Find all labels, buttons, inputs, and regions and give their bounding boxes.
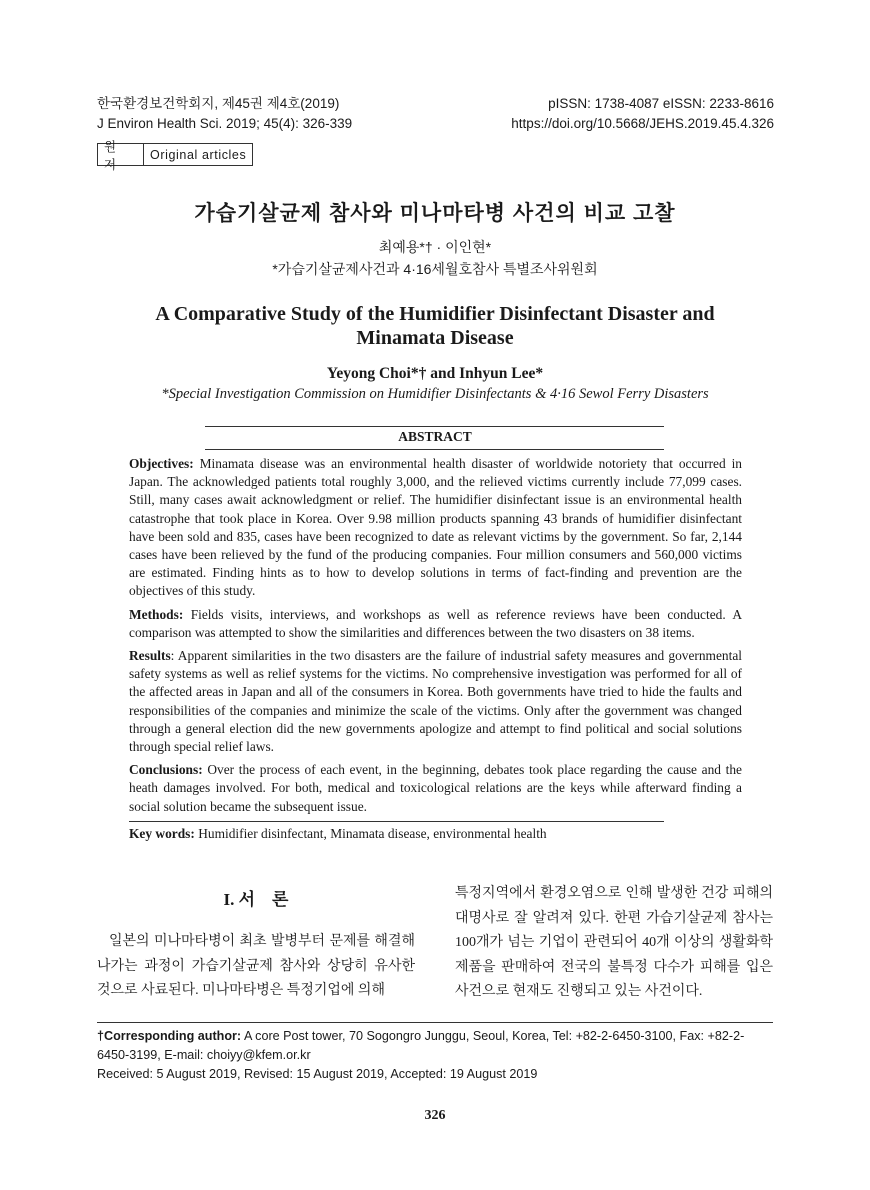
manuscript-dates: Received: 5 August 2019, Revised: 15 August 2019, Accepted: 19 August 2019 [97, 1067, 538, 1081]
keywords-text: Humidifier disinfectant, Minamata disease, environmental health [198, 826, 547, 841]
doi-link[interactable]: https://doi.org/10.5668/JEHS.2019.45.4.326 [511, 116, 774, 131]
journal-name-en: J Environ Health Sci. 2019; 45(4): 326-339 [97, 116, 353, 131]
abstract-results [129, 647, 742, 756]
section-title: I. 서 론 [223, 890, 289, 909]
conclusions-label: Conclusions: [129, 762, 203, 778]
corresponding-author-label: †Corresponding author: [97, 1029, 242, 1043]
corresponding-author [97, 1027, 773, 1065]
affiliation-en: *Special Investigation Commission on Humidifier Disinfectants & 4·16 Sewol Ferry Disasters [161, 386, 709, 402]
methods-label: Methods: [129, 606, 184, 622]
abstract-bottom-rule [129, 821, 664, 822]
abstract-top-rule [205, 426, 664, 427]
footnote-rule [97, 1022, 773, 1023]
journal-name-ko: 한국환경보건학회지, 제45권 제4호(2019) [97, 96, 340, 111]
footnote [97, 1027, 773, 1084]
objectives-text: Minamata disease was an environmental health disaster of worldwide notoriety that occurred in Japan. The acknowledged patients total roughly 3,000, and the relieved victims currently include 77,099 cases. Still, many cases await acknowledgment or relief. The humidifier disinfectant issue is an environmental health catastrophe that took place in Korea. Over 9.98 million products spanning 43 brands of humidifier disinfectant have been sold and 835, cases have been recognized to date as relevant victims by the government. So far, 2,144 cases have been relieved by the fund of the producing companies. Four million consumers and 560,000 victims are estimated. Finding hints as to how to develop solutions in terms of fact-finding and prevention are the objectives of this study. [129, 456, 743, 599]
keywords [129, 826, 547, 842]
keywords-label: Key words: [129, 826, 195, 841]
article-type-badge [97, 139, 253, 172]
article-type-ko: 원 저 [98, 144, 144, 165]
abstract-heading: ABSTRACT [398, 429, 472, 444]
issn: pISSN: 1738-4087 eISSN: 2233-8616 [548, 96, 774, 111]
title-ko: 가습기살균제 참사와 미나마타병 사건의 비교 고찰 [194, 202, 676, 225]
journal-citation [97, 94, 352, 134]
results-label: Results [129, 648, 171, 664]
abstract-methods [129, 606, 742, 642]
journal-identifiers [511, 94, 774, 134]
page-number: 326 [424, 1108, 446, 1123]
abstract-body [129, 455, 742, 821]
body-column-left: 일본의 미나마타병이 최초 발병부터 문제를 해결해나가는 과정이 가습기살균제 참사와 상당히 유사한 것으로 사료된다. 미나마타병은 특정기업에 의해 [97, 934, 415, 998]
corresponding-author-text: A core Post tower, 70 Sogongro Junggu, Seoul, Korea, Tel: +82-2-6450-3100, Fax: +82-2-6450-3199, E-mail: choiyy@kfem.or.kr [97, 1029, 745, 1062]
abstract-conclusions [129, 761, 742, 816]
methods-text: Fields visits, interviews, and workshops as well as reference reviews have been conducted. A comparison was attempted to show the similarities and differences between the two disasters on 38 items. [129, 606, 742, 640]
body-column-right: 특정지역에서 환경오염으로 인해 발생한 건강 피해의 대명사로 잘 알려져 있다. 한편 가습기살균제 참사는 100개가 넘는 기업이 관련되어 40개 이상의 생활화학제품을 판매하여 전국의 불특정 다수가 피해를 입은 사건으로 현재도 진행되고 있는 사건이다. [455, 886, 773, 999]
title-en: A Comparative Study of the Humidifier Disinfectant Disaster and Minamata Disease [155, 303, 715, 349]
abstract-objectives [129, 455, 742, 601]
authors-ko: 최예용*† · 이인현* [378, 239, 492, 255]
conclusions-text: Over the process of each event, in the beginning, debates took place regarding the cause and the heath damages involved. For both, medical and toxicological relations are the keys while afterward finding a social solution became the subsequent issue. [129, 762, 742, 814]
affiliation-ko: *가습기살균제사건과 4·16세월호참사 특별조사위원회 [272, 261, 598, 277]
results-text: : Apparent similarities in the two disasters are the failure of industrial safety measures and governmental safety systems as well as relief systems for the victims. No comprehensive investigation was performed for all of the affected areas in Japan and all of the consumers in Korea. Both governments have tried to hide the faults and responsibilities of the companies and minimize the scale of the victims. Only after the government was changed through a general election did the new governments apologize and attempt to find political and social solutions through special relief laws. [129, 648, 742, 755]
authors-en: Yeyong Choi*† and Inhyun Lee* [326, 365, 544, 382]
abstract-heading-rule [205, 449, 664, 450]
objectives-label: Objectives: [129, 456, 194, 471]
article-type-en: Original articles [150, 147, 247, 162]
